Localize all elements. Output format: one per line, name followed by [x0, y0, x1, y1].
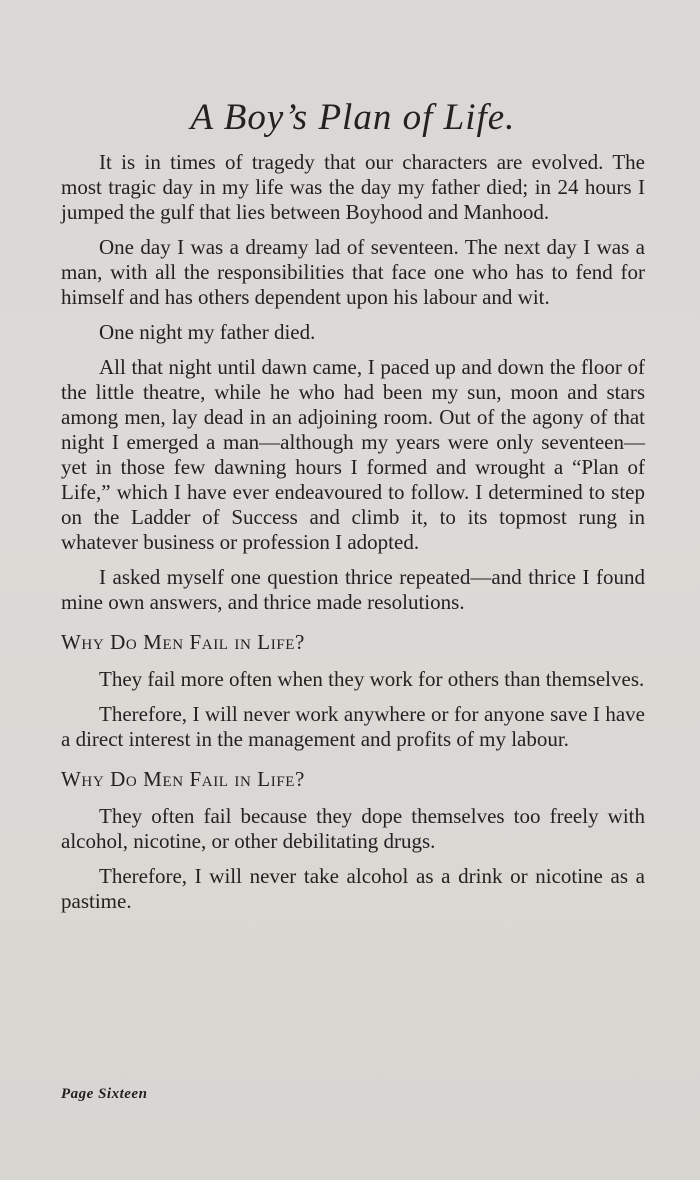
section-heading: Why Do Men Fail in Life? — [61, 767, 305, 791]
page-title: A Boy’s Plan of Life. — [190, 97, 516, 138]
paragraph-resolution-work: Therefore, I will never work anywhere or for anyone save I have a direct interest in the management and profits of my labour. — [61, 702, 645, 751]
paragraph-question: I asked myself one question thrice repeated—and thrice I found mine own answers, and thrice made resolutions. — [61, 565, 645, 614]
page-number: Page Sixteen — [61, 1086, 148, 1102]
paragraph-seventeen: One day I was a dreamy lad of seventeen. The next day I was a man, with all the responsibilities that face one who has to fend for himself and has others dependent upon his labour and wit. — [61, 235, 645, 309]
paragraph-night: All that night until dawn came, I paced up and down the floor of the little theatre, while he who had been my sun, moon and stars among men, lay dead in an adjoining room. Out of the agony of that night I emerged a man—although my years were only seventeen—yet in those few dawning hours I formed and wrought a “Plan of Life,” which I have ever endeavoured to follow. I determined to step on the Ladder of Success and climb it, to its topmost rung in whatever business or profession I adopted. — [61, 355, 645, 554]
paragraph-intro: It is in times of tragedy that our characters are evolved. The most tragic day in my life was the day my father died; in 24 hours I jumped the gulf that lies between Boyhood and Manhood. — [61, 150, 645, 224]
paragraph-resolution-alcohol: Therefore, I will never take alcohol as a drink or nicotine as a pastime. — [61, 864, 645, 913]
section-heading: Why Do Men Fail in Life? — [61, 630, 305, 654]
paragraph-fail-work: They fail more often when they work for others than themselves. — [99, 667, 645, 691]
paragraph-fail-drugs: They often fail because they dope themselves too freely with alcohol, nicotine, or other debilitating drugs. — [61, 804, 645, 853]
paragraph-father-died: One night my father died. — [99, 320, 316, 344]
